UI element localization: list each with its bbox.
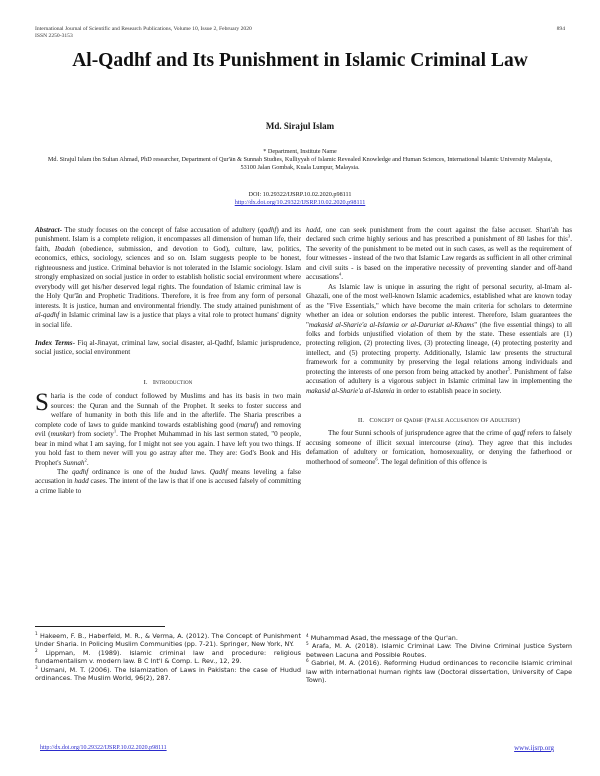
doi-block: [0, 191, 600, 207]
footer-doi: [40, 745, 167, 751]
issn: ISSN 2250-3153: [35, 33, 73, 39]
footnote-ref[interactable]: 3: [567, 235, 571, 241]
doi-link[interactable]: http://dx.doi.org/10.29322/IJSRP.10.02.2020.p98111: [234, 199, 366, 206]
right-column: [306, 226, 572, 467]
running-header: [35, 26, 252, 40]
footer-site-link[interactable]: www.ijsrp.org: [514, 744, 554, 752]
intro-paragraph-1: Sharia is the code of conduct followed by Muslims and has its basis in two main sources: the Quran and the Sunnah of the Prophet. It seeks to foster success and welfare of humanity in both this life and in the afterlife. The Sharia prescribes a complete code of laws to guide mankind towards establishing good (maruf) and removing evil (munkar) from society$^1$. The Prophet Muhammad in his last sermon stated, "0 people, bear in mind what I am saying, for I might not see you again. I have left you two things. If you hold fast to them never will you go astray after me. They are: God's Book and His Prophet's Sunnah$^2$.: [35, 389, 302, 467]
left-column: [35, 226, 301, 496]
affiliation-department: * Department, Institute Name: [263, 148, 337, 155]
footnotes-left: [35, 632, 301, 682]
index-terms-label: Index Terms: [35, 338, 73, 347]
footnote-2: $^2$ Lippman, M. (1989). Islamic criminal law and procedure: religious fundamentalism v. modern law. B C Int'l & Comp. L. Rev., 12, 29.: [35, 647, 301, 666]
section-heading-introduction: I. Introduction: [143, 378, 193, 386]
footnote-6: $^6$ Gabriel, M. A. (2016). Reforming Hudud ordinances to reconcile Islamic criminal law with international human rights law (Doctoral dissertation, University of Cape Town).: [306, 658, 572, 685]
concept-paragraph-1: The four Sunni schools of jurisprudence agree that the crime of qaḏf refers to falsely accusing someone of illicit sexual intercourse (zina). They agree that this includes defamation of adultery or fornication, homosexuality, or denying the fatherhood or motherhood of someone$^6$. The legal definition of this offence is: [306, 429, 573, 466]
affiliation-details: Md. Sirajul Islam ibn Sultan Ahmad, PhD researcher, Department of Qur'ān & Sunnah Studies, Kulliyyah of Islamic Revealed Knowledge and Human Sciences, International Islamic University Malaysia, 53100 Jalan Gombak, Kuala Lumpur, Malaysia.: [47, 156, 553, 171]
abstract-label: Abstract-: [35, 226, 62, 234]
footnote-divider: [35, 626, 165, 627]
footer-doi-link[interactable]: http://dx.doi.org/10.29322/IJSRP.10.02.2020.p98111: [40, 745, 167, 751]
index-terms: Index Terms- Fiq al-Jinayat, criminal law, social disaster, al-Qadhf, Islamic jurisprudence, social justice, social environment: [35, 338, 301, 357]
page-number: 894: [556, 26, 565, 32]
author-name: Md. Sirajul Islam: [265, 121, 335, 131]
footer-site: [514, 744, 554, 752]
footnote-5: $^5$ Arafa, M. A. (2018). Islamic Criminal Law: The Divine Criminal Justice System between Lacuna and Possible Routes.: [306, 641, 572, 659]
footnote-ref[interactable]: 4: [338, 272, 342, 278]
drop-cap: S: [35, 389, 49, 417]
intro-paragraph-2: The qadhf ordinance is one of the hudud laws. Qadhf means leveling a false accusation in hadd cases. The intent of the law is that if one is accused falsely of committing a crime liable to: [35, 467, 301, 495]
abstract: Abstract- The study focuses on the concept of false accusation of adultery (qadhf) and its punishment. Islam is a complete religion, it encompasses all dimension of human life, their faith, Ibadah (obedience, submission, and devotion to God), culture, law, politics, economics, ethics, sociology, sciences and so on. Islam suggests people to be honest, righteousness and justice. Criminal behavior is not tolerated in the Islamic sociology. Islam strongly emphasized on social justice in order to establish holistic social environment where everybody will get his/her deserved legal rights. The foundation of Islamic criminal law is the Holy Qur'ān and Prophetic Traditions. Therefore, it is free from any form of personal interests. It is justice, human and environmental friendly. The study attained punishment of al-qadhf in Islamic criminal law is a justice that plays a vital role to protect humans' dignity in social life.: [35, 226, 301, 329]
footnotes-right: [306, 634, 572, 684]
footnote-1: $^1$ Hakeem, F. B., Haberfeld, M. R., & Verma, A. (2012). The Concept of Punishment Under Sharia. In Policing Muslim Communities (pp. 7-21). Springer, New York, NY.: [35, 630, 301, 649]
footnote-3: $^3$ Usmani, M. T. (2006). The Islamization of Laws in Pakistan: the case of Hudud ordinances. The Muslim World, 96(2), 287.: [35, 664, 301, 683]
paper-title: Al-Qadhf and Its Punishment in Islamic Criminal Law: [72, 50, 528, 71]
footnote-ref[interactable]: 2: [84, 458, 87, 464]
doi-label: DOI: 10.29322/IJSRP.10.02.2020.p98111: [248, 191, 352, 198]
journal-citation: International Journal of Scientific and Research Publications, Volume 10, Issue 2, February 2020: [35, 26, 252, 32]
footnote-ref[interactable]: 6: [375, 457, 378, 463]
right-paragraph-1: hadd, one can seek punishment from the court against the false accuser. Shari'ah has declared such crime highly serious and has prescribed a punishment of 80 lashes for this$^3$. The severity of the punishment to be meted out in such cases, as well as the requirement of four witnesses - instead of the two that Islamic Law regards as sufficient in all other criminal and civil suits - is based on the imperative necessity of preventing slander and off-hand accusations$^4$.: [306, 226, 572, 282]
footnote-ref[interactable]: 1: [113, 429, 117, 435]
section-heading-concept-of-qadhf: II. Concept of Qadhf (False Accusation Of Adultery): [357, 417, 521, 425]
footnote-ref[interactable]: 5: [507, 367, 511, 373]
footnote-4: $^4$ Muhammad Asad, the message of the Qur'an.: [306, 632, 458, 642]
right-paragraph-2: As Islamic law is unique in assuring the right of personal security, al-Imam al-Ghazali, one of the most well-known Islamic academics, established what are known today as the "Five Essentials," which have become the main criteria for scholars to determine whether an idea or solution endorses the public interest. Therefore, Islam guarantees the "makasid al-Sharie'a al-Islamia or al-Daruriat al-Khams" (the five essential things) to all folks and forbids unjustified violation of them by the state. These essentials are (1) protecting religion, (2) protecting lives, (3) protecting lineage, (4) protecting posterity and intellect, and (5) protecting property. Additionally, Islamic law presents the structural framework for a community by preserving the legal relations among individuals and protecting the interests of one person from being attacked by another$^5$. Punishment of false accusation of adultery is a vigorous subject in Islamic criminal law in implementing the makasid al-Sharie'a al-Islamia in order to establish peace in society.: [306, 282, 572, 395]
